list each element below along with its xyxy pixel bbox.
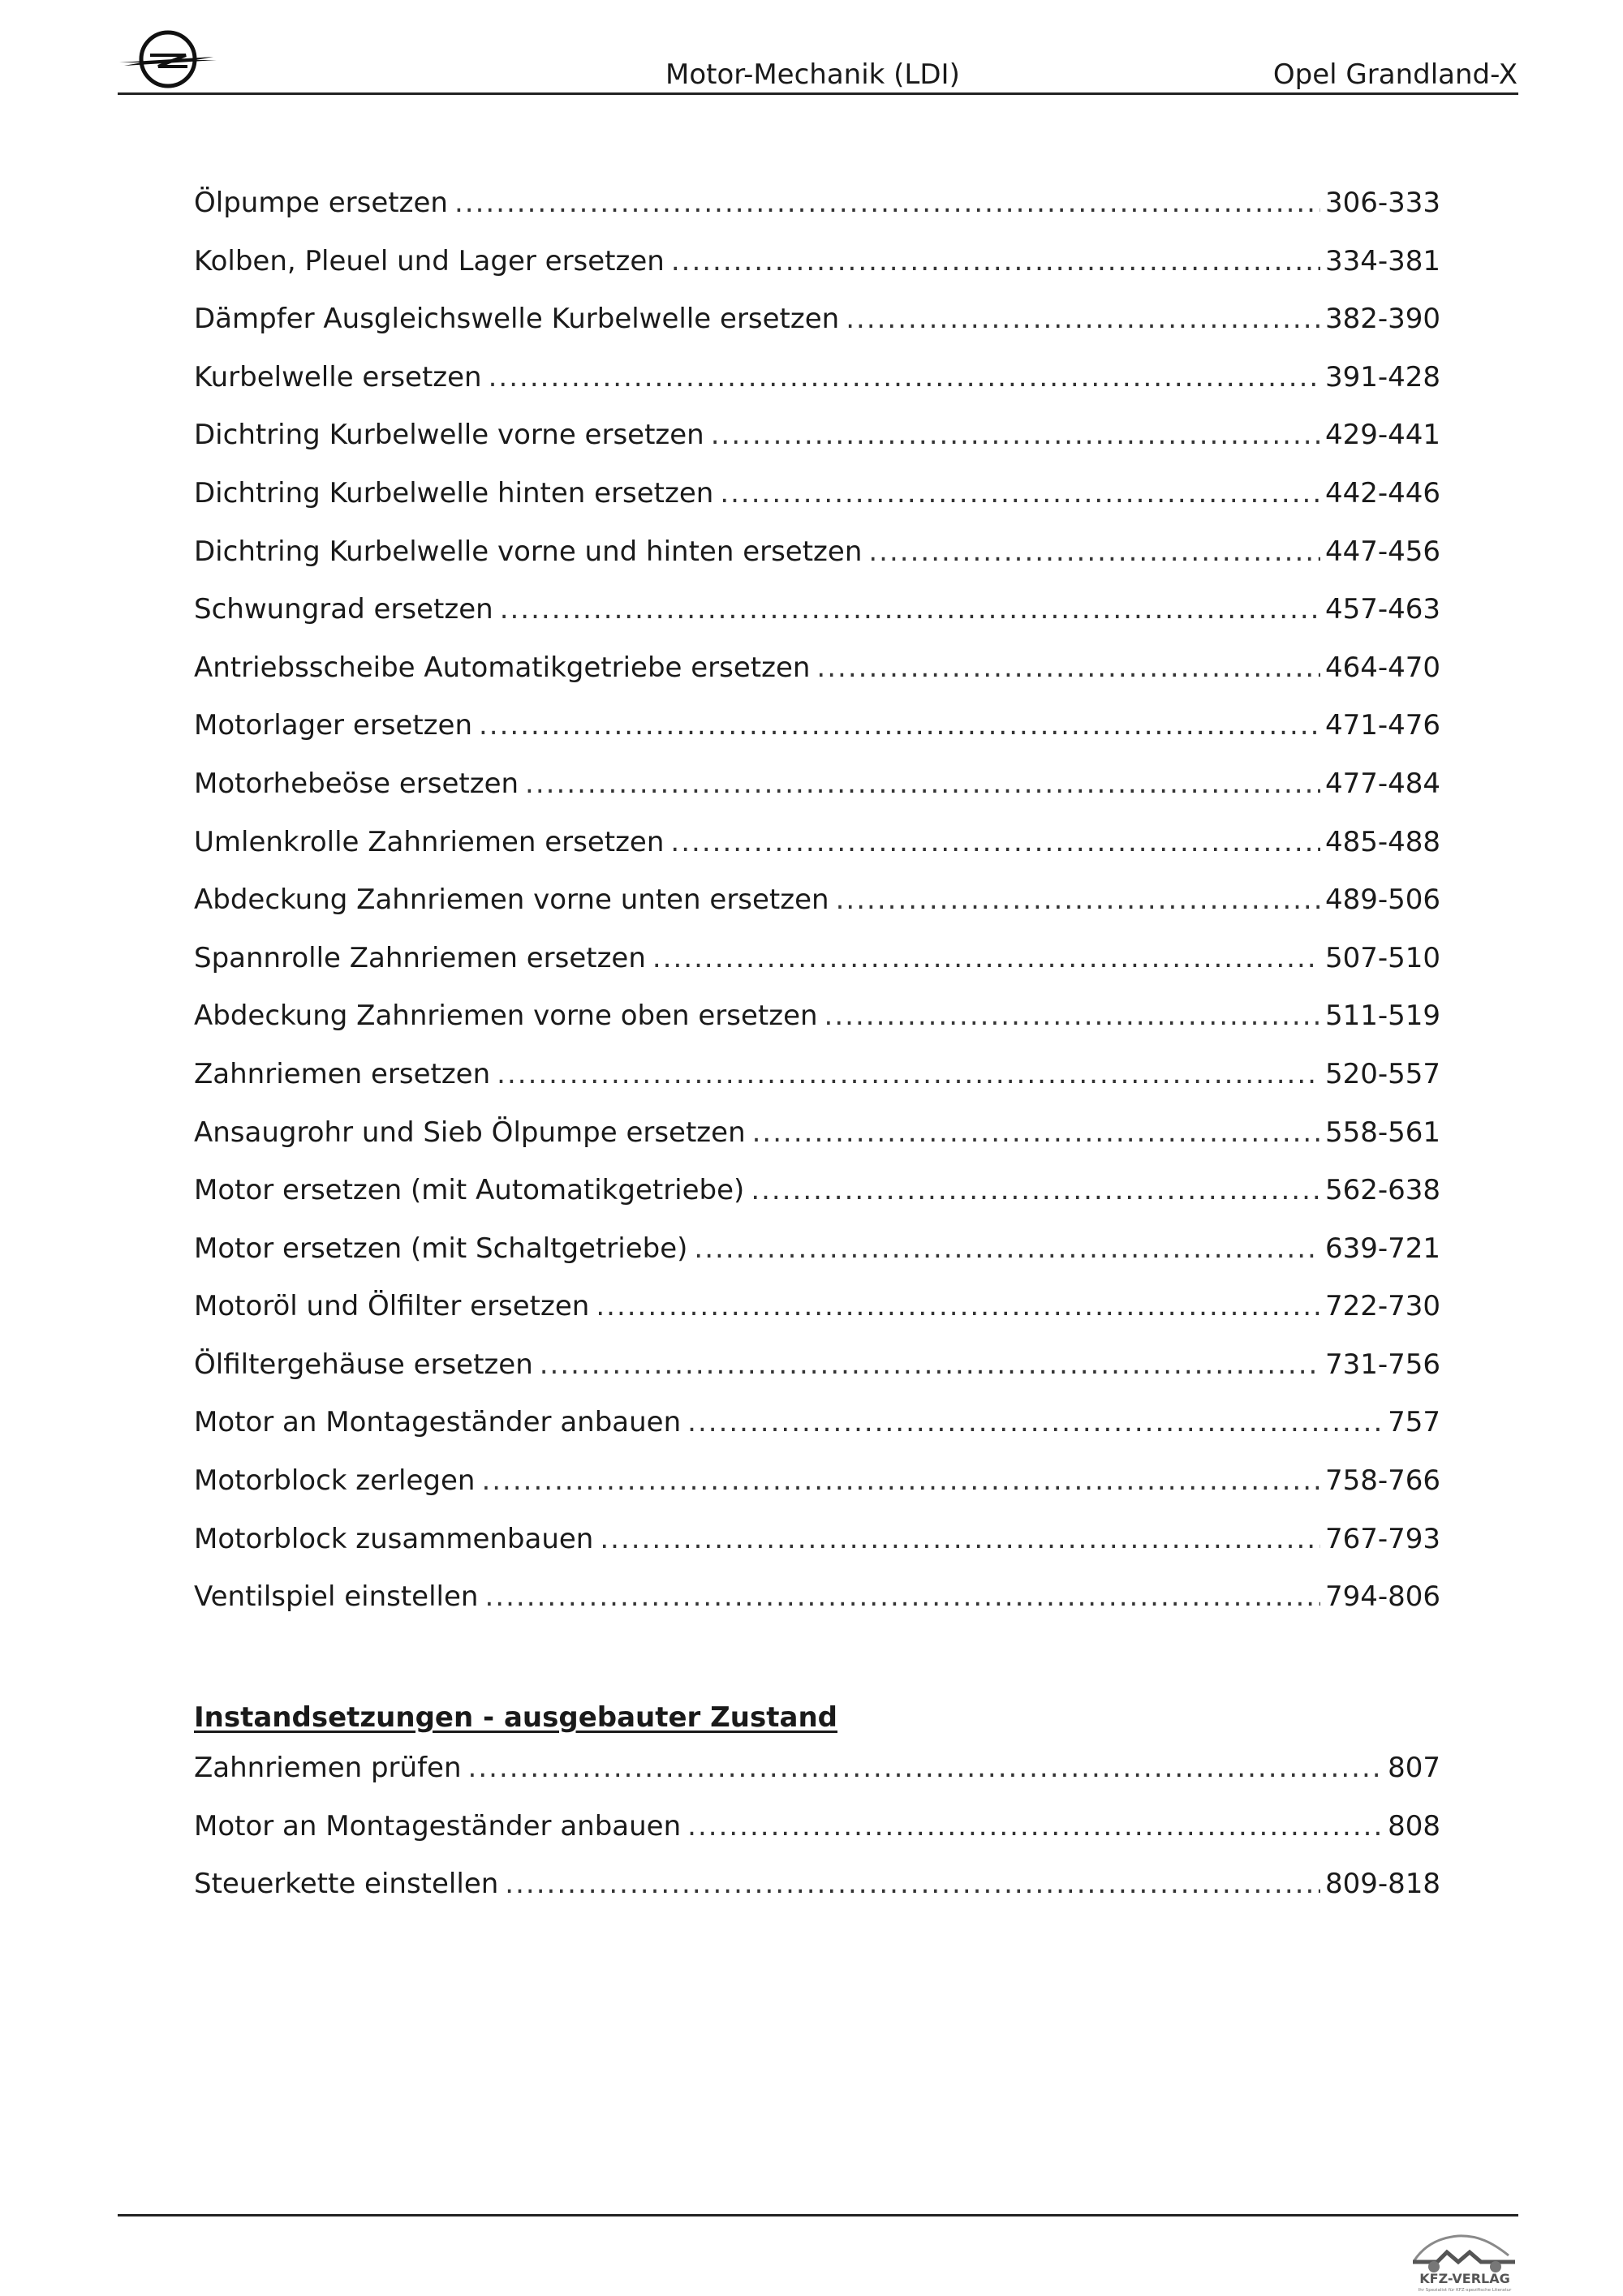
toc-entry-page: 794-806 (1324, 1580, 1440, 1614)
section-toc (194, 1752, 1440, 1926)
toc-entry-title: Motorlager ersetzen (194, 709, 472, 742)
dot-leader (694, 1232, 1320, 1265)
toc-entry (194, 593, 1440, 651)
toc-entry-title: Dichtring Kurbelwelle vorne und hinten ersetzen (194, 535, 863, 568)
toc-entry (194, 535, 1440, 594)
toc-entry-page: 334-381 (1324, 244, 1440, 277)
manual-title: Motor-Mechanik (LDI) (665, 58, 960, 91)
toc-entry-title: Kurbelwelle ersetzen (194, 360, 482, 393)
toc-entry-page: 464-470 (1324, 651, 1440, 684)
toc-entry (194, 1116, 1440, 1175)
toc-entry-page: 457-463 (1324, 593, 1440, 626)
dot-leader (868, 535, 1320, 568)
dot-leader (720, 477, 1320, 510)
toc-entry-title: Ölpumpe ersetzen (194, 187, 448, 219)
dot-leader (671, 245, 1320, 277)
toc-entry-title: Motorhebeöse ersetzen (194, 767, 519, 800)
toc-entry-page: 520-557 (1324, 1057, 1440, 1090)
toc-entry-page: 767-793 (1324, 1522, 1440, 1555)
dot-leader (479, 709, 1320, 742)
toc-entry-title: Zahnriemen prüfen (194, 1752, 462, 1784)
toc-entry-page: 807 (1388, 1752, 1440, 1784)
dot-leader (751, 1174, 1320, 1206)
toc-entry (194, 767, 1440, 826)
toc-entry (194, 1810, 1440, 1868)
toc-entry (194, 884, 1440, 942)
dot-leader (596, 1290, 1320, 1322)
dot-leader (454, 187, 1320, 219)
dot-leader (752, 1116, 1320, 1149)
toc-entry-page: 382-390 (1324, 303, 1440, 336)
toc-entry (194, 709, 1440, 767)
car-wrench-logo-icon (1408, 2221, 1522, 2293)
toc-entry (194, 942, 1440, 1000)
publisher-name: KFZ-VERLAG (1419, 2271, 1510, 2286)
toc-entry (194, 477, 1440, 535)
toc-entry (194, 1868, 1440, 1926)
toc-entry-page: 722-730 (1324, 1290, 1440, 1323)
toc-entry-title: Motor an Montageständer anbauen (194, 1406, 682, 1439)
toc-entry-page: 477-484 (1324, 767, 1440, 800)
dot-leader (484, 1580, 1319, 1613)
toc-entry-title: Motor ersetzen (mit Schaltgetriebe) (194, 1232, 688, 1265)
toc-entry (194, 187, 1440, 245)
toc-entry-title: Kolben, Pleuel und Lager ersetzen (194, 244, 665, 277)
toc-entry-page: 809-818 (1324, 1868, 1440, 1901)
dot-leader (687, 1406, 1383, 1438)
dot-leader (540, 1348, 1320, 1381)
toc-entry-page: 511-519 (1324, 1000, 1440, 1033)
dot-leader (836, 884, 1320, 916)
toc-entry (194, 1464, 1440, 1523)
toc-entry-title: Ventilspiel einstellen (194, 1580, 479, 1614)
toc-entry-page: 429-441 (1324, 419, 1440, 452)
toc-entry-page: 758-766 (1324, 1464, 1440, 1498)
dot-leader (824, 1000, 1320, 1032)
footer-divider (118, 2214, 1518, 2216)
dot-leader (497, 1058, 1320, 1090)
dot-leader (687, 1810, 1383, 1842)
toc-entry (194, 1000, 1440, 1058)
toc-entry-title: Steuerkette einstellen (194, 1868, 499, 1901)
toc-entry-title: Antriebsscheibe Automatikgetriebe ersetzen (194, 651, 811, 684)
toc-entry-title: Dichtring Kurbelwelle vorne ersetzen (194, 419, 704, 452)
toc-entry (194, 361, 1440, 419)
toc-entry-page: 306-333 (1324, 187, 1440, 219)
dot-leader (500, 593, 1320, 626)
page-header (118, 24, 1518, 96)
toc-entry (194, 826, 1440, 884)
dot-leader (670, 826, 1320, 858)
dot-leader (600, 1523, 1320, 1555)
publisher-tagline: Ihr Spezialist für KFZ-spezifische Literatur (1418, 2288, 1512, 2293)
dot-leader (481, 1464, 1320, 1497)
dot-leader (505, 1868, 1320, 1900)
toc-entry-page: 447-456 (1324, 535, 1440, 568)
toc-entry (194, 419, 1440, 477)
toc-entry-title: Umlenkrolle Zahnriemen ersetzen (194, 825, 665, 858)
toc-entry-title: Schwungrad ersetzen (194, 593, 493, 626)
toc-entry (194, 1580, 1440, 1639)
toc-entry (194, 303, 1440, 361)
toc-entry-page: 558-561 (1324, 1116, 1440, 1149)
toc-entry-title: Motorblock zerlegen (194, 1464, 476, 1498)
toc-entry-page: 485-488 (1324, 825, 1440, 858)
toc-entry-page: 808 (1388, 1809, 1440, 1842)
toc-entry-title: Abdeckung Zahnriemen vorne unten ersetzen (194, 884, 829, 917)
dot-leader (816, 651, 1320, 684)
toc-entry (194, 1174, 1440, 1232)
toc-entry-title: Ölfiltergehäuse ersetzen (194, 1348, 533, 1381)
toc-entry-page: 442-446 (1324, 476, 1440, 510)
toc-entry-page: 731-756 (1324, 1348, 1440, 1381)
toc-entry-title: Dichtring Kurbelwelle hinten ersetzen (194, 476, 714, 510)
toc-entry-title: Abdeckung Zahnriemen vorne oben ersetzen (194, 1000, 818, 1033)
toc-entry (194, 1523, 1440, 1581)
toc-entry (194, 1290, 1440, 1348)
dot-leader (711, 419, 1320, 451)
toc-entry (194, 651, 1440, 710)
opel-blitz-icon (118, 24, 219, 93)
table-of-contents (194, 187, 1440, 1639)
dot-leader (468, 1752, 1384, 1784)
vehicle-model: Opel Grandland-X (1272, 58, 1518, 91)
toc-entry (194, 245, 1440, 303)
toc-entry-title: Motorblock zusammenbauen (194, 1522, 594, 1555)
toc-entry-title: Motor an Montageständer anbauen (194, 1809, 682, 1842)
toc-entry-title: Zahnriemen ersetzen (194, 1057, 491, 1090)
dot-leader (525, 767, 1320, 800)
toc-entry-page: 562-638 (1324, 1174, 1440, 1207)
toc-entry-page: 757 (1388, 1406, 1440, 1439)
section-heading: Instandsetzungen - ausgebauter Zustand (194, 1701, 837, 1734)
dot-leader (489, 361, 1320, 393)
toc-entry-title: Motor ersetzen (mit Automatikgetriebe) (194, 1174, 745, 1207)
header-divider (118, 92, 1518, 95)
toc-entry (194, 1232, 1440, 1291)
toc-entry-page: 471-476 (1324, 709, 1440, 742)
toc-entry-title: Spannrolle Zahnriemen ersetzen (194, 941, 646, 974)
dot-leader (846, 303, 1320, 335)
toc-entry-title: Ansaugrohr und Sieb Ölpumpe ersetzen (194, 1116, 746, 1149)
toc-entry (194, 1058, 1440, 1116)
toc-entry (194, 1348, 1440, 1407)
toc-entry-page: 639-721 (1324, 1232, 1440, 1265)
toc-entry-page: 489-506 (1324, 884, 1440, 917)
toc-entry-page: 391-428 (1324, 360, 1440, 393)
toc-entry-page: 507-510 (1324, 941, 1440, 974)
toc-entry-title: Motoröl und Ölfilter ersetzen (194, 1290, 590, 1323)
toc-entry-title: Dämpfer Ausgleichswelle Kurbelwelle ersetzen (194, 303, 840, 336)
toc-entry (194, 1406, 1440, 1464)
toc-entry (194, 1752, 1440, 1810)
dot-leader (652, 942, 1320, 974)
